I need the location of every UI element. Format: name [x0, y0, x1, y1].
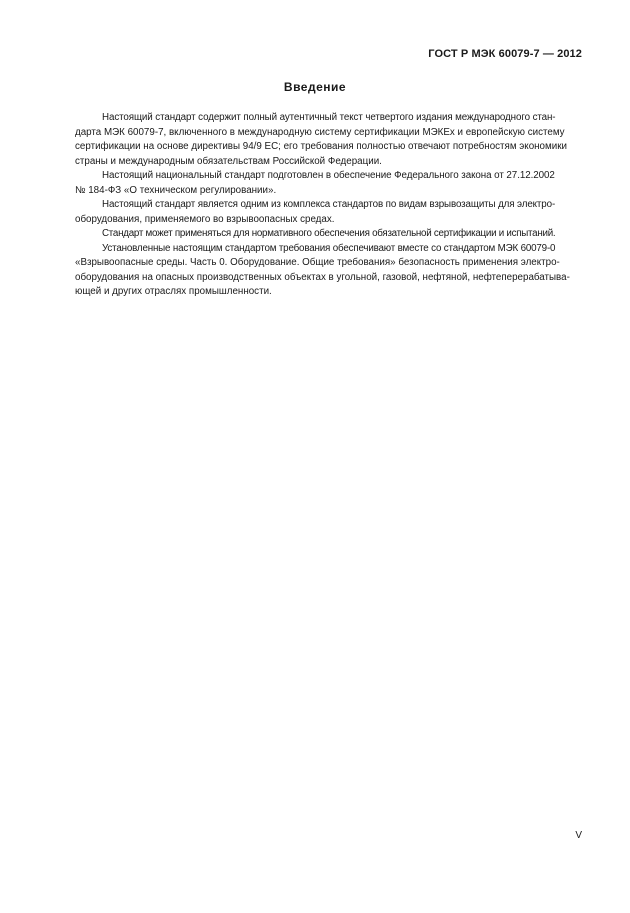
paragraph-line: Настоящий стандарт является одним из комплекса стандартов по видам взрывозащиты для электро-	[102, 199, 556, 210]
paragraph-line: оборудования на опасных производственных объектах в угольной, газовой, нефтяной, нефтеперерабатыва-	[75, 271, 570, 283]
paragraph-line: ющей и других отраслях промышленности.	[75, 286, 272, 297]
paragraph-2	[48, 169, 582, 198]
paragraph-line: сертификации на основе директивы 94/9 ЕС; его требования полностью отвечают потребностям экономики	[75, 141, 567, 152]
page-number: V	[575, 830, 582, 841]
section-title: Введение	[283, 80, 347, 94]
paragraph-line: Установленные настоящим стандартом требования обеспечивают вместе со стандартом МЭК 60079-0	[102, 242, 556, 254]
standard-code-header: ГОСТ Р МЭК 60079-7 — 2012	[428, 48, 582, 60]
paragraph-5	[48, 242, 582, 300]
paragraph-line: страны и международным обязательствам Российской Федерации.	[75, 155, 382, 167]
paragraph-line: дарта МЭК 60079-7, включенного в международную систему сертификации МЭКЕх и европейскую систему	[75, 126, 565, 138]
paragraph-line: Настоящий национальный стандарт подготовлен в обеспечение Федерального закона от 27.12.2002	[102, 170, 555, 181]
paragraph-line: оборудования, применяемого во взрывоопасных средах.	[75, 213, 335, 225]
paragraph-line: Настоящий стандарт содержит полный аутентичный текст четвертого издания международного стан-	[102, 112, 556, 123]
paragraph-3	[48, 198, 582, 227]
paragraph-1	[48, 111, 582, 169]
paragraph-line: № 184-ФЗ «О техническом регулировании».	[75, 184, 277, 196]
paragraph-4	[48, 227, 582, 242]
paragraph-line: Стандарт может применяться для нормативного обеспечения обязательной сертификации и испытаний.	[102, 228, 556, 239]
introduction-body	[48, 111, 582, 300]
paragraph-line: «Взрывоопасные среды. Часть 0. Оборудование. Общие требования» безопасность применения электро-	[75, 257, 560, 268]
